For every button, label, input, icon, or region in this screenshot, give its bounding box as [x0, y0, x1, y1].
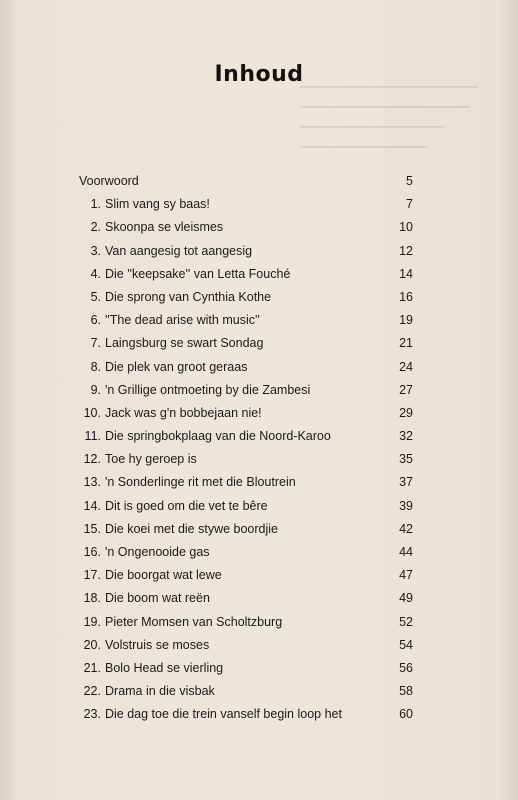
toc-entry-number: 14. — [83, 498, 101, 513]
toc-entry — [79, 332, 413, 355]
toc-entry-title: Jack was g'n bobbejaan nie! — [105, 405, 262, 420]
toc-entry — [79, 448, 413, 471]
toc-entry-number: 4. — [90, 266, 101, 281]
toc-entry-number: 21. — [83, 660, 101, 675]
toc-entry — [79, 379, 413, 402]
toc-preface-row — [79, 170, 413, 193]
toc-entry-number: 16. — [83, 545, 101, 559]
toc-preface-page: 5 — [406, 174, 413, 188]
toc-entry — [79, 356, 413, 379]
toc-entry-number: 6. — [90, 313, 101, 328]
toc-entry-number: 12. — [83, 452, 101, 467]
toc-entry-number: 17. — [83, 568, 101, 583]
toc-entry — [79, 286, 413, 309]
toc-entry-title: Die springbokplaag van die Noord-Karoo — [105, 429, 331, 444]
toc-entry — [79, 657, 413, 680]
toc-entry-number: 22. — [83, 684, 101, 699]
toc-entry-page: 21 — [399, 336, 413, 351]
toc-entry-page: 37 — [399, 475, 413, 490]
toc-entry-title: Die sprong van Cynthia Kothe — [105, 289, 272, 304]
toc-entry — [79, 216, 413, 239]
toc-entry-number: 3. — [90, 243, 101, 258]
toc-entry-title: Bolo Head se vierling — [105, 660, 224, 675]
toc-entry-title: 'n Ongenooide gas — [105, 545, 210, 559]
toc-entry-page: 56 — [399, 660, 413, 675]
toc-entry-title: Die koei met die stywe boordjie — [105, 521, 278, 536]
toc-entry-page: 7 — [406, 197, 413, 212]
toc-entry-title: Toe hy geroep is — [105, 452, 197, 467]
toc-entry — [79, 193, 413, 216]
toc-entry-title: 'n Grillige ontmoeting by die Zambesi — [105, 382, 311, 397]
toc-entry-page: 60 — [399, 707, 413, 722]
toc-entry — [79, 309, 413, 332]
toc-entry-title: Die boorgat wat lewe — [105, 568, 222, 583]
toc-entry-number: 7. — [90, 336, 101, 351]
toc-entry-number: 15. — [83, 521, 101, 536]
toc-entry-page: 49 — [399, 591, 413, 606]
toc-entry-page: 12 — [399, 243, 413, 258]
toc-entry-title: 'n Sonderlinge rit met die Bloutrein — [105, 475, 296, 490]
toc-entry-page: 19 — [399, 313, 413, 328]
toc-entry-number: 19. — [83, 614, 101, 629]
toc-entry — [79, 680, 413, 703]
toc-entry-title: Van aangesig tot aangesig — [105, 243, 253, 258]
toc-entry-page: 52 — [399, 614, 413, 629]
toc-entry-title: ''The dead arise with music'' — [105, 313, 260, 328]
toc-entry-title: Die boom wat reën — [105, 591, 210, 606]
toc-entry-page: 58 — [399, 684, 413, 699]
toc-entry-number: 13. — [83, 475, 101, 490]
toc-entry-title: Dit is goed om die vet te bêre — [105, 498, 268, 513]
toc-entry — [79, 471, 413, 494]
toc-entry — [79, 495, 413, 518]
toc-entry-number: 9. — [90, 382, 101, 397]
toc-entry-title: Volstruis se moses — [105, 637, 210, 652]
toc-entries — [79, 193, 413, 726]
toc-entry-page: 44 — [399, 545, 413, 559]
toc-entry-title: Pieter Momsen van Scholtzburg — [105, 614, 283, 629]
toc-entry — [79, 425, 413, 448]
toc-entry-title: Drama in die visbak — [105, 684, 215, 699]
toc-entry — [79, 703, 413, 726]
toc-entry-page: 39 — [399, 498, 413, 513]
toc-entry — [79, 263, 413, 286]
toc-entry-page: 16 — [399, 289, 413, 304]
toc-entry-number: 23. — [83, 707, 101, 722]
toc-entry-page: 29 — [399, 405, 413, 420]
toc-preface-label: Voorwoord — [79, 174, 139, 188]
toc-entry-title: Die dag toe die trein vanself begin loop het — [105, 707, 342, 722]
toc-entry-title: Slim vang sy baas! — [105, 197, 210, 212]
toc-entry-number: 8. — [90, 359, 101, 374]
toc-entry — [79, 402, 413, 425]
toc-entry-page: 47 — [399, 568, 413, 583]
toc-entry-number: 10. — [83, 405, 101, 420]
toc-entry-number: 5. — [90, 289, 101, 304]
toc-entry-title: Laingsburg se swart Sondag — [105, 336, 264, 351]
toc-entry — [79, 564, 413, 587]
toc-entry-page: 27 — [399, 382, 413, 397]
toc-entry-number: 2. — [90, 220, 101, 235]
toc-entry — [79, 587, 413, 610]
toc-entry-number: 11. — [84, 429, 101, 444]
table-of-contents — [79, 170, 413, 727]
toc-entry-page: 32 — [399, 429, 413, 444]
toc-entry — [79, 634, 413, 657]
toc-entry-title: Die plek van groot geraas — [105, 359, 248, 374]
toc-entry — [79, 611, 413, 634]
toc-entry-page: 42 — [399, 521, 413, 536]
toc-entry-page: 10 — [399, 220, 413, 235]
toc-entry-title: Skoonpa se vleismes — [105, 220, 224, 235]
toc-entry-page: 24 — [399, 359, 413, 374]
toc-entry-page: 54 — [399, 637, 413, 652]
toc-entry-number: 1. — [90, 197, 101, 212]
bleed-through-text: ▁▁▁▁▁▁▁▁▁▁▁▁▁▁▁▁▁▁▁▁▁ ▁▁▁▁▁▁▁▁▁▁▁▁▁▁▁▁▁▁▁▁ ▁▁▁▁▁▁▁▁▁▁▁▁▁▁▁▁▁ ▁▁▁▁▁▁▁▁▁▁▁▁▁▁▁ — [300, 76, 478, 148]
toc-entry — [79, 518, 413, 541]
toc-entry — [79, 240, 413, 263]
toc-entry — [79, 541, 413, 564]
toc-entry-title: Die ''keepsake'' van Letta Fouché — [105, 266, 291, 281]
toc-entry-page: 35 — [399, 452, 413, 467]
toc-entry-number: 20. — [83, 637, 101, 652]
toc-entry-number: 18. — [83, 591, 101, 606]
page-title: Inhoud — [214, 62, 304, 87]
toc-entry-page: 14 — [399, 266, 413, 281]
